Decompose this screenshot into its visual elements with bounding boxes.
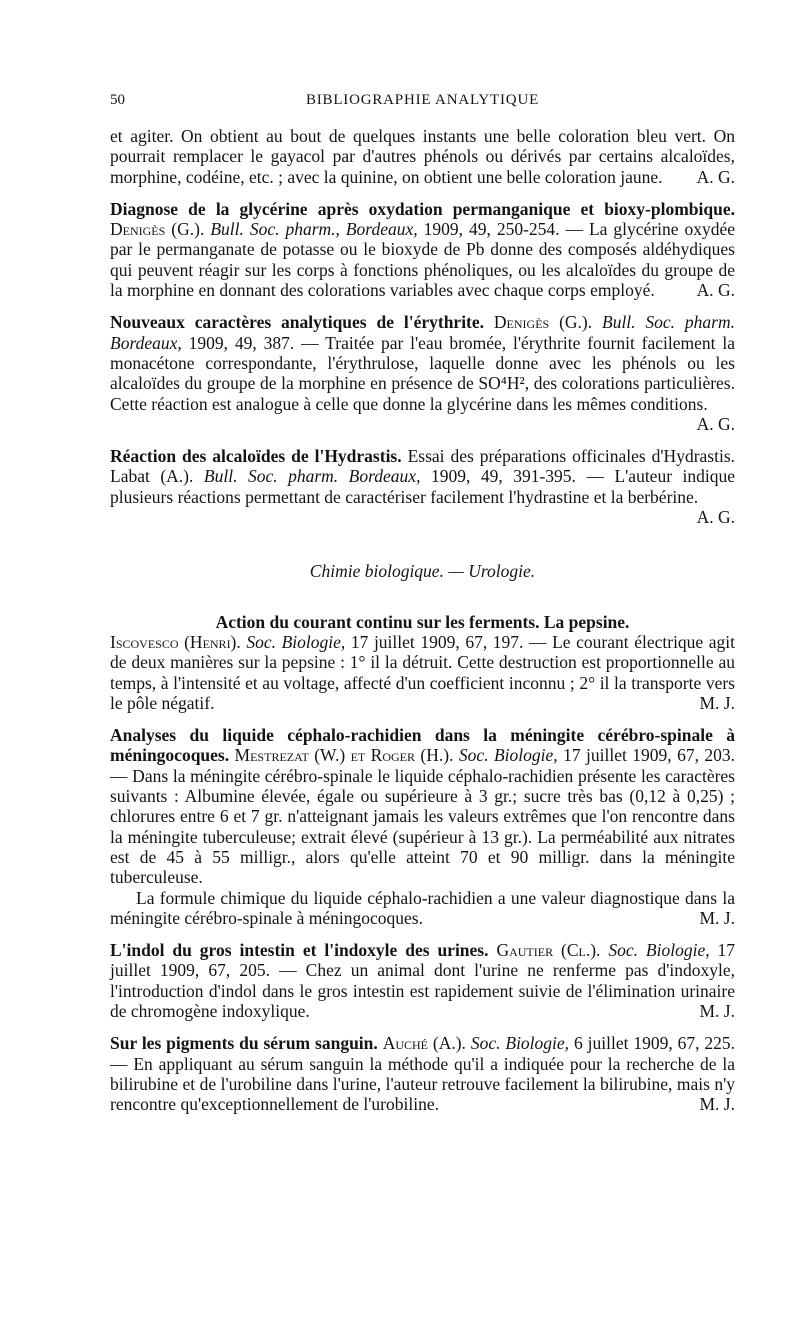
entry-source: Soc. Biologie, bbox=[458, 745, 558, 766]
page-content bbox=[110, 126, 735, 1114]
entry-body: — La glycérine oxydée par le permanganate de potasse ou le bioxyde de Pb donne des composés aldéhydiques qui peuvent réagir sur les corps à fonctions phénoliques, ou les alcaloïdes du groupe de la morphine en donnant des colorations variables avec chaque corps employé. bbox=[110, 219, 736, 301]
signature: M. J. bbox=[699, 692, 735, 713]
abstract-entry bbox=[110, 1033, 735, 1114]
entry-details: 17 juillet 1909, 67, 203. bbox=[563, 745, 736, 766]
abstract-entry bbox=[110, 199, 735, 300]
abstract-entry bbox=[110, 725, 735, 928]
entry-title: Nouveaux caractères analytiques de l'érythrite. bbox=[110, 312, 485, 333]
entry-source: Bull. Soc. pharm. Bordeaux, bbox=[203, 466, 421, 487]
continuation-paragraph bbox=[110, 126, 735, 187]
entry-source: Soc. Biologie, bbox=[246, 631, 346, 652]
entry-body: — Le courant électrique agit de deux manières sur la pepsine : 1° il la détruit. Cette destruction est proportionnelle au temps, à l'intensité et au voltage, affecté d'un coefficient inconnu ; 2° il la transporte vers le pôle négatif. bbox=[110, 631, 736, 713]
entry-title: Action du courant continu sur les ferments. La pepsine. bbox=[215, 611, 630, 632]
entry-body: — Dans la méningite cérébro-spinale le liquide céphalo-rachidien présente les caractères suivants : Albumine élevée, égale ou supérieure à 3 gr.; sucre très bas (0,12 à 0,25) ; chlorures entre 6 et 7 gr. n'atteignant jamais les valeurs extrêmes que l'on rencontre dans la méningite tuberculeuse; extrait élevé (supérieur à 13 gr.). La perméabilité aux nitrates est de 45 à 55 milligr., alors qu'elle atteint 70 et 90 milligr. dans la méningite tuberculeuse. bbox=[110, 765, 735, 888]
entry-author: Iscovesco (Henri). bbox=[110, 631, 241, 652]
signature: M. J. bbox=[699, 1000, 735, 1021]
abstract-entry bbox=[110, 612, 735, 713]
entry-title: Analyses du liquide céphalo-rachidien dans la méningite cérébro-spinale à méningocoques. bbox=[110, 725, 735, 766]
running-head: BIBLIOGRAPHIE ANALYTIQUE bbox=[305, 92, 540, 108]
page-header bbox=[110, 92, 735, 114]
signature: A. G. bbox=[696, 507, 735, 528]
entry-author: Auché (A.). bbox=[382, 1033, 466, 1054]
entry-body: — Traitée par l'eau bromée, l'érythrite fournit facilement la monacétone correspondante, l'érythrulose, laquelle donne avec les phénols ou les alcaloïdes du groupe de la morphine en présence de SO⁴H², des colorations particulières. Cette réaction est analogue à celle que donne la glycérine dans les mêmes conditions. bbox=[110, 332, 736, 414]
entry-source: Bull. Soc. pharm., Bordeaux, bbox=[210, 219, 418, 240]
entry-author: Mestrezat (W.) et Roger (H.). bbox=[234, 745, 454, 766]
entry-details: 1909, 49, 250-254. bbox=[423, 219, 560, 240]
entry-author: Denigès (G.). bbox=[110, 219, 205, 240]
entry-title: Diagnose de la glycérine après oxydation permanganique et bioxy-plombique. bbox=[110, 198, 735, 219]
entry-title: L'indol du gros intestin et l'indoxyle des urines. bbox=[110, 940, 489, 961]
signature: A. G. bbox=[696, 413, 735, 434]
abstract-entry bbox=[110, 940, 735, 1021]
signature: A. G. bbox=[696, 166, 735, 187]
signature: M. J. bbox=[699, 907, 735, 928]
entry-body-continued: La formule chimique du liquide céphalo-rachidien a une valeur diagnostique dans la méningite cérébro-spinale à méningocoques. bbox=[110, 887, 735, 928]
signature: M. J. bbox=[699, 1094, 735, 1115]
entry-details: 6 juillet 1909, 67, 225. bbox=[573, 1033, 736, 1054]
entry-source: Bull. Soc. pharm. Bordeaux, bbox=[110, 312, 735, 353]
entry-details: 1909, 49, 387. bbox=[188, 332, 295, 353]
entry-author: Gautier (Cl.). bbox=[496, 940, 601, 961]
page-number: 50 bbox=[110, 92, 125, 108]
entry-source: Soc. Biologie, bbox=[608, 940, 710, 961]
abstract-entry bbox=[110, 312, 735, 434]
entry-body: — Chez un animal dont l'urine ne renferme pas d'indoxyle, l'introduction d'indol dans le gros intestin est rapidement suivie de l'élimination urinaire de chromogène indoxylique. bbox=[110, 960, 736, 1021]
signature: A. G. bbox=[696, 280, 735, 301]
entry-body: — En appliquant au sérum sanguin la méthode qu'il a indiquée pour la recherche de la bilirubine et de l'urobiline dans l'urine, l'auteur retrouve facilement la bilirubine, mais n'y rencontre qu'exceptionnellement de l'urobiline. bbox=[110, 1053, 735, 1115]
entry-author: Denigès (G.). bbox=[493, 312, 593, 333]
entry-title: Sur les pigments du sérum sanguin. bbox=[110, 1033, 378, 1054]
abstract-entry bbox=[110, 446, 735, 527]
entry-details: 17 juillet 1909, 67, 197. bbox=[350, 631, 524, 652]
continuation-text: et agiter. On obtient au bout de quelques instants une belle coloration bleu vert. On pourrait remplacer le gayacol par d'autres phénols ou dérivés par certains alcaloïdes, morphine, codéine, etc. ; avec la quinine, on obtient une belle coloration jaune. bbox=[110, 126, 735, 187]
entry-source: Soc. Biologie, bbox=[470, 1033, 570, 1054]
entry-body: — L'auteur indique plusieurs réactions permettant de caractériser facilement l'hydrastine et la berbérine. bbox=[110, 466, 736, 507]
entry-details: 17 juillet 1909, 67, 205. bbox=[110, 940, 736, 981]
entry-author: Essai des préparations officinales d'Hydrastis. Labat (A.). bbox=[110, 446, 736, 487]
entry-details: 1909, 49, 391-395. bbox=[430, 466, 576, 487]
entry-title: Réaction des alcaloïdes de l'Hydrastis. bbox=[110, 446, 402, 467]
section-heading: Chimie biologique. — Urologie. bbox=[309, 561, 536, 582]
